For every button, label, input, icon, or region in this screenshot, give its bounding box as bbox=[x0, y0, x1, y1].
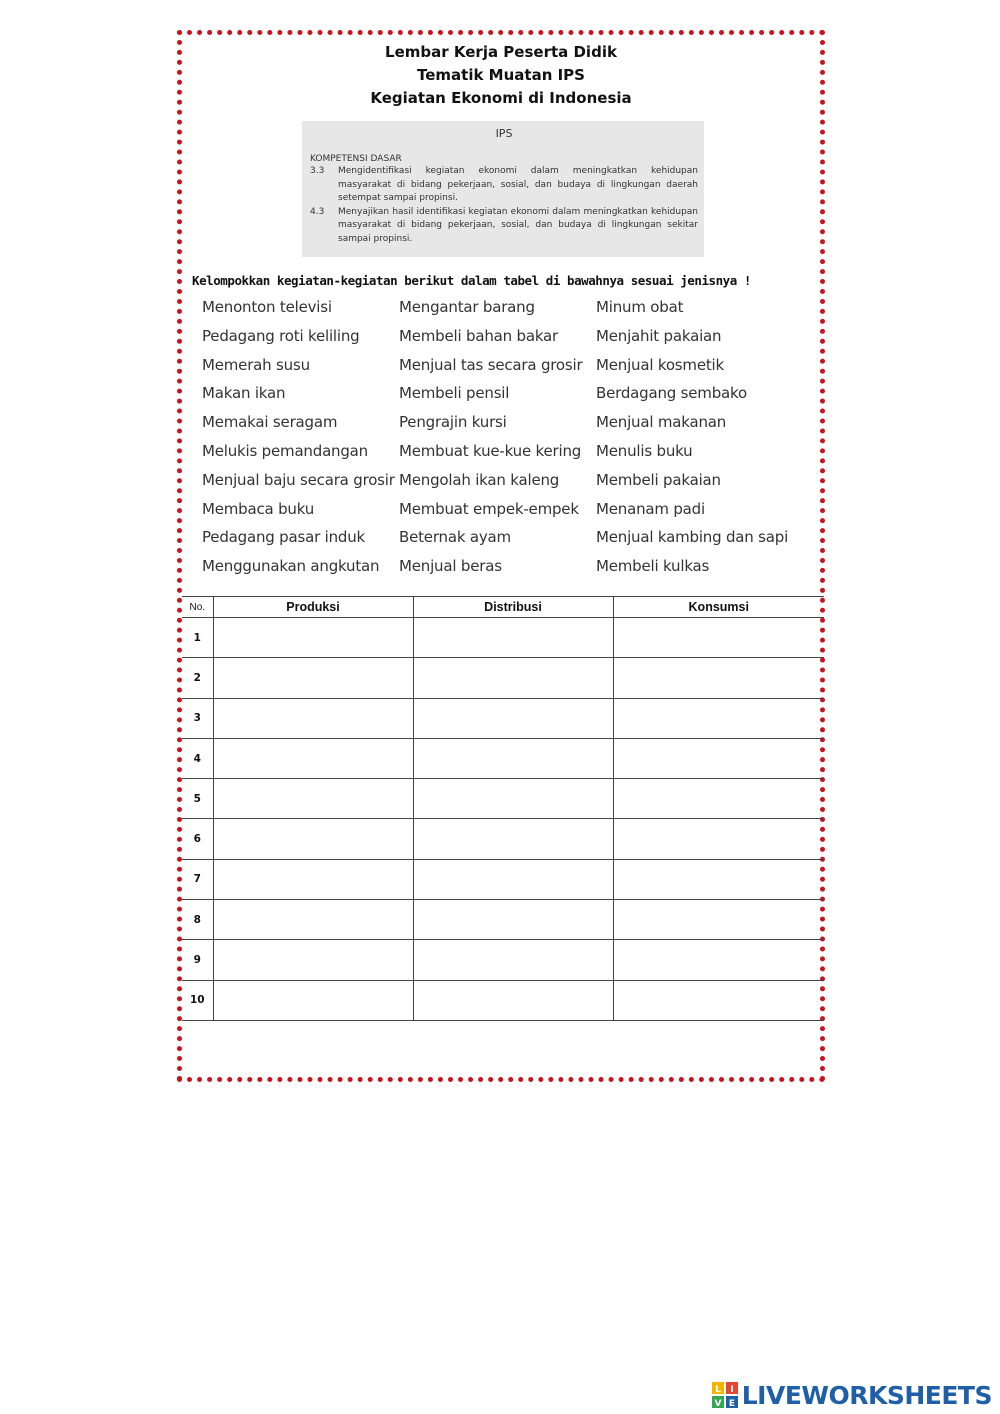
activity-item[interactable]: Memakai seragam bbox=[202, 413, 338, 432]
activity-item[interactable]: Mengolah ikan kaleng bbox=[399, 470, 560, 489]
distribusi-drop-cell[interactable] bbox=[413, 738, 613, 778]
row-number: 3 bbox=[182, 698, 213, 738]
column-header-no: No. bbox=[182, 597, 213, 618]
activity-item[interactable]: Beternak ayam bbox=[399, 528, 511, 547]
table-row bbox=[182, 738, 824, 778]
distribusi-drop-cell[interactable] bbox=[413, 900, 613, 940]
konsumsi-drop-cell[interactable] bbox=[613, 738, 824, 778]
row-number: 5 bbox=[182, 779, 213, 819]
activity-item[interactable]: Menonton televisi bbox=[202, 298, 332, 316]
activity-item[interactable]: Membeli kulkas bbox=[596, 557, 710, 576]
activity-item[interactable]: Menjual baju secara grosir bbox=[202, 470, 395, 489]
produksi-drop-cell[interactable] bbox=[213, 738, 413, 778]
answer-table-wrap bbox=[182, 596, 824, 1021]
header-topic: Kegiatan Ekonomi di Indonesia bbox=[370, 89, 632, 107]
activity-item[interactable]: Pengrajin kursi bbox=[399, 413, 507, 432]
activity-list bbox=[202, 293, 802, 581]
activity-item[interactable]: Menjual makanan bbox=[596, 413, 727, 432]
svg-text:E: E bbox=[728, 1399, 735, 1408]
activity-item[interactable]: Menanam padi bbox=[596, 499, 705, 518]
svg-text:L: L bbox=[714, 1385, 721, 1395]
header-subtitle: Tematik Muatan IPS bbox=[417, 66, 585, 84]
table-row bbox=[182, 698, 824, 738]
activity-item[interactable]: Menggunakan angkutan bbox=[202, 557, 380, 576]
table-row bbox=[182, 618, 824, 658]
activity-item[interactable]: Membeli pakaian bbox=[596, 470, 721, 489]
competency-subject: IPS bbox=[495, 127, 513, 140]
produksi-drop-cell[interactable] bbox=[213, 900, 413, 940]
table-row bbox=[182, 940, 824, 980]
konsumsi-drop-cell[interactable] bbox=[613, 658, 824, 698]
produksi-drop-cell[interactable] bbox=[213, 658, 413, 698]
competency-text: Mengidentifikasi kegiatan ekonomi dalam meningkatkan kehidupan masyarakat di bidang pekerjaan, sosial, dan budaya di lingkungan daerah setempat sampai propinsi. bbox=[338, 166, 698, 203]
distribusi-drop-cell[interactable] bbox=[413, 940, 613, 980]
row-number: 10 bbox=[182, 980, 213, 1020]
distribusi-drop-cell[interactable] bbox=[413, 859, 613, 899]
activity-item[interactable]: Membuat kue-kue kering bbox=[399, 441, 582, 460]
row-number: 2 bbox=[182, 658, 213, 698]
produksi-drop-cell[interactable] bbox=[213, 779, 413, 819]
distribusi-drop-cell[interactable] bbox=[413, 819, 613, 859]
activity-item[interactable]: Berdagang sembako bbox=[596, 384, 747, 403]
competency-item bbox=[310, 165, 698, 206]
activity-item[interactable]: Mengantar barang bbox=[399, 298, 535, 316]
table-row bbox=[182, 819, 824, 859]
worksheet-frame bbox=[177, 30, 825, 1082]
produksi-drop-cell[interactable] bbox=[213, 819, 413, 859]
column-header-produksi: Produksi bbox=[213, 597, 413, 618]
activity-item[interactable]: Membeli bahan bakar bbox=[399, 326, 559, 345]
konsumsi-drop-cell[interactable] bbox=[613, 618, 824, 658]
activity-item[interactable]: Menjual kambing dan sapi bbox=[596, 528, 789, 547]
activity-item[interactable]: Pedagang pasar induk bbox=[202, 528, 366, 547]
konsumsi-drop-cell[interactable] bbox=[613, 900, 824, 940]
competency-number: 4.3 bbox=[310, 206, 325, 217]
table-row bbox=[182, 900, 824, 940]
produksi-drop-cell[interactable] bbox=[213, 698, 413, 738]
activity-item[interactable]: Memerah susu bbox=[202, 355, 310, 374]
liveworksheets-brand[interactable] bbox=[712, 1378, 992, 1412]
produksi-drop-cell[interactable] bbox=[213, 940, 413, 980]
brand-name: LIVEWORKSHEETS bbox=[741, 1380, 992, 1410]
instruction-text: Kelompokkan kegiatan-kegiatan berikut dalam tabel di bawahnya sesuai jenisnya ! bbox=[192, 273, 751, 288]
distribusi-drop-cell[interactable] bbox=[413, 698, 613, 738]
activity-item[interactable]: Menjahit pakaian bbox=[596, 326, 722, 345]
competency-heading: KOMPETENSI DASAR bbox=[310, 154, 402, 164]
activity-item[interactable]: Pedagang roti keliling bbox=[202, 326, 360, 345]
konsumsi-drop-cell[interactable] bbox=[613, 779, 824, 819]
row-number: 1 bbox=[182, 618, 213, 658]
row-number: 6 bbox=[182, 819, 213, 859]
activity-item[interactable]: Menjual beras bbox=[399, 557, 502, 576]
activity-item[interactable]: Menulis buku bbox=[596, 441, 693, 460]
konsumsi-drop-cell[interactable] bbox=[613, 940, 824, 980]
distribusi-drop-cell[interactable] bbox=[413, 779, 613, 819]
distribusi-drop-cell[interactable] bbox=[413, 618, 613, 658]
konsumsi-drop-cell[interactable] bbox=[613, 980, 824, 1020]
table-row bbox=[182, 779, 824, 819]
produksi-drop-cell[interactable] bbox=[213, 980, 413, 1020]
distribusi-drop-cell[interactable] bbox=[413, 658, 613, 698]
activity-item[interactable]: Membuat empek-empek bbox=[399, 499, 579, 518]
worksheet-header bbox=[182, 41, 820, 110]
table-row bbox=[182, 980, 824, 1020]
table-row bbox=[182, 859, 824, 899]
svg-text:I: I bbox=[730, 1385, 734, 1395]
competency-text: Menyajikan hasil identifikasi kegiatan ekonomi dalam meningkatkan kehidupan masyarakat di bidang pekerjaan, sosial, dan budaya di lingkungan sekitar sampai propinsi. bbox=[338, 206, 698, 244]
table-row bbox=[182, 658, 824, 698]
row-number: 4 bbox=[182, 738, 213, 778]
answer-table bbox=[182, 596, 824, 1021]
konsumsi-drop-cell[interactable] bbox=[613, 859, 824, 899]
header-title: Lembar Kerja Peserta Didik bbox=[385, 43, 617, 61]
activity-item[interactable]: Membeli pensil bbox=[399, 384, 510, 403]
row-number: 7 bbox=[182, 859, 213, 899]
konsumsi-drop-cell[interactable] bbox=[613, 698, 824, 738]
competency-item bbox=[310, 206, 698, 247]
activity-item[interactable]: Membaca buku bbox=[202, 499, 315, 518]
svg-text:V: V bbox=[714, 1399, 722, 1408]
table-header-row bbox=[182, 597, 824, 618]
produksi-drop-cell[interactable] bbox=[213, 859, 413, 899]
activity-item[interactable]: Melukis pemandangan bbox=[202, 441, 368, 460]
column-header-konsumsi: Konsumsi bbox=[613, 597, 824, 618]
competency-number: 3.3 bbox=[310, 166, 325, 176]
distribusi-drop-cell[interactable] bbox=[413, 980, 613, 1020]
activity-item[interactable]: Menjual tas secara grosir bbox=[399, 355, 583, 374]
activity-item[interactable]: Menjual kosmetik bbox=[596, 355, 724, 374]
column-header-distribusi: Distribusi bbox=[413, 597, 613, 618]
activity-item[interactable]: Minum obat bbox=[596, 298, 684, 316]
competency-box bbox=[302, 121, 704, 257]
produksi-drop-cell[interactable] bbox=[213, 618, 413, 658]
liveworksheets-logo-icon bbox=[712, 1382, 738, 1408]
row-number: 9 bbox=[182, 940, 213, 980]
row-number: 8 bbox=[182, 900, 213, 940]
konsumsi-drop-cell[interactable] bbox=[613, 819, 824, 859]
activity-item[interactable]: Makan ikan bbox=[202, 384, 286, 403]
